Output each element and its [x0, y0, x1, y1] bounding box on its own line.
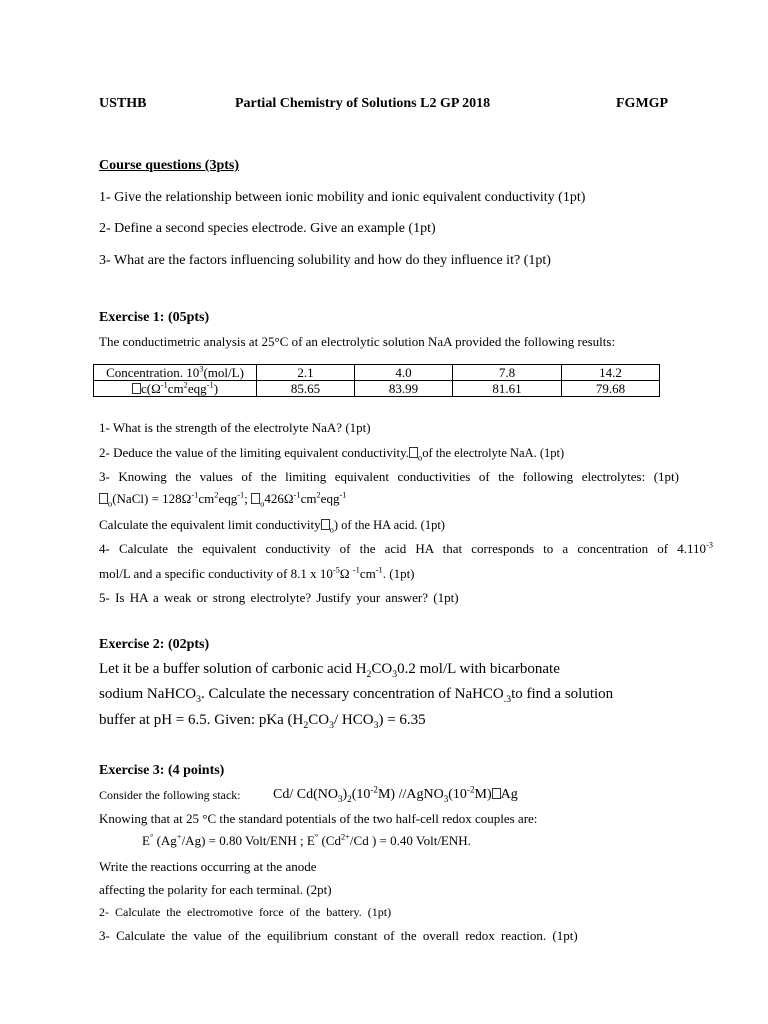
exercise-1-title: Exercise 1: (05pts) — [99, 310, 210, 325]
stack-formula: Cd/ $Cd(NO_3)_2(10^{-2}M)$ $//AgNO_3(10^{-2}M)$ Ag — [273, 784, 518, 804]
course-questions-title: Course questions (3pts) — [99, 158, 240, 173]
exercise-1-question-2: 2- Deduce the value of the limiting equivalent conductivity. $_o$of the electrolyte NaA. (1pt) — [99, 445, 565, 463]
table-row-header: Concentration. $10^3(mol/L)$ — [94, 365, 257, 381]
exercise-2-line-2: sodium NaHCO$_3$. Calculate the necessary concentration of NaHCO$_{.3}$to find a solution — [99, 686, 614, 705]
standard-potentials-intro: Knowing that at 25 °C the standard potentials of the two half-cell redox couples are: — [99, 811, 538, 826]
table-row-concentration — [94, 365, 660, 381]
exercise-3-write-reactions: Write the reactions occurring at the anode — [99, 859, 317, 874]
exercise-3-polarity: affecting the polarity for each terminal. (2pt) — [99, 882, 332, 897]
course-question-1: 1- Give the relationship between ionic mobility and ionic equivalent conductivity (1pt) — [99, 190, 586, 205]
table-cell: 14.2 — [562, 365, 660, 381]
table-cell: 85.65 — [257, 381, 355, 397]
exercise-1-calc-limit: Calculate the equivalent limit conductivity $_o$) of the HA acid. (1pt) — [99, 517, 445, 535]
exercise-1-question-3: 3- Knowing the values of the limiting equivalent conductivities of the following electrolytes: (1pt) — [99, 469, 679, 484]
table-cell: 2.1 — [257, 365, 355, 381]
standard-potentials: E° (Ag+/Ag) = 0.80 Volt/ENH ; E° ($Cd^{2+}/Cd$ ) = 0.40 Volt/ENH. — [142, 831, 471, 848]
table-row-conductivity — [94, 381, 660, 397]
course-question-3: 3- What are the factors influencing solubility and how do they influence it? (1pt) — [99, 253, 551, 268]
missing-glyph-icon — [132, 383, 141, 394]
exercise-2-line-1: Let it be a buffer solution of carbonic acid $H_2CO_30.2$ mol/L with bicarbonate — [99, 661, 560, 680]
table-cell: 81.61 — [453, 381, 562, 397]
table-cell: 7.8 — [453, 365, 562, 381]
exercise-1-question-1: 1- What is the strength of the electrolyte NaA? (1pt) — [99, 420, 371, 435]
missing-glyph-icon — [251, 493, 260, 504]
exercise-1-question-5: 5- Is HA a weak or strong electrolyte? Justify your answer? (1pt) — [99, 590, 459, 605]
exercise-1-question-4-line-2: mol/L and a specific conductivity of 8.1 x $10^{-5}\Omega$ $^{-1}cm^{-1}$. (1pt) — [99, 564, 415, 581]
table-cell: 79.68 — [562, 381, 660, 397]
exercise-1-limiting-values: $_o$(NaCl) = $128\Omega^{-1}cm^2eqg^{-1}$; $_o426\Omega^{-1}cm^2eqg^{-1}$ — [99, 492, 346, 505]
table-cell: 83.99 — [355, 381, 453, 397]
header-title: Partial Chemistry of Solutions L2 GP 2018 — [235, 96, 491, 111]
header-faculty: FGMGP — [616, 96, 669, 111]
table-row-header: $c(\Omega^{-1}cm^2eqg^{-1})$ — [94, 381, 257, 397]
conductivity-table — [93, 364, 660, 397]
exercise-3-question-2: 2- Calculate the electromotive force of the battery. (1pt) — [99, 905, 392, 919]
stack-label: Consider the following stack: — [99, 788, 241, 802]
missing-glyph-icon — [492, 788, 501, 799]
missing-glyph-icon — [321, 519, 330, 530]
missing-glyph-icon — [99, 493, 108, 504]
exercise-1-question-4-line-1: 4- Calculate the equivalent conductivity of the acid HA that corresponds to a concentration of $4.110^{-3}$ — [99, 539, 713, 556]
exercise-3-question-3: 3- Calculate the value of the equilibrium constant of the overall redox reaction. (1pt) — [99, 928, 578, 943]
exercise-1-intro: The conductimetric analysis at 25°C of an electrolytic solution NaA provided the following results: — [99, 334, 616, 349]
header-institution: USTHB — [99, 96, 147, 111]
course-question-2: 2- Define a second species electrode. Give an example (1pt) — [99, 221, 436, 236]
exercise-3-title: Exercise 3: (4 points) — [99, 763, 225, 778]
exercise-2-line-3: buffer at pH = 6.5. Given: pKa ($H_2CO_3/$ $HCO_3) = 6.35$ — [99, 712, 426, 731]
table-cell: 4.0 — [355, 365, 453, 381]
exercise-2-title: Exercise 2: (02pts) — [99, 637, 210, 652]
missing-glyph-icon — [409, 447, 418, 458]
